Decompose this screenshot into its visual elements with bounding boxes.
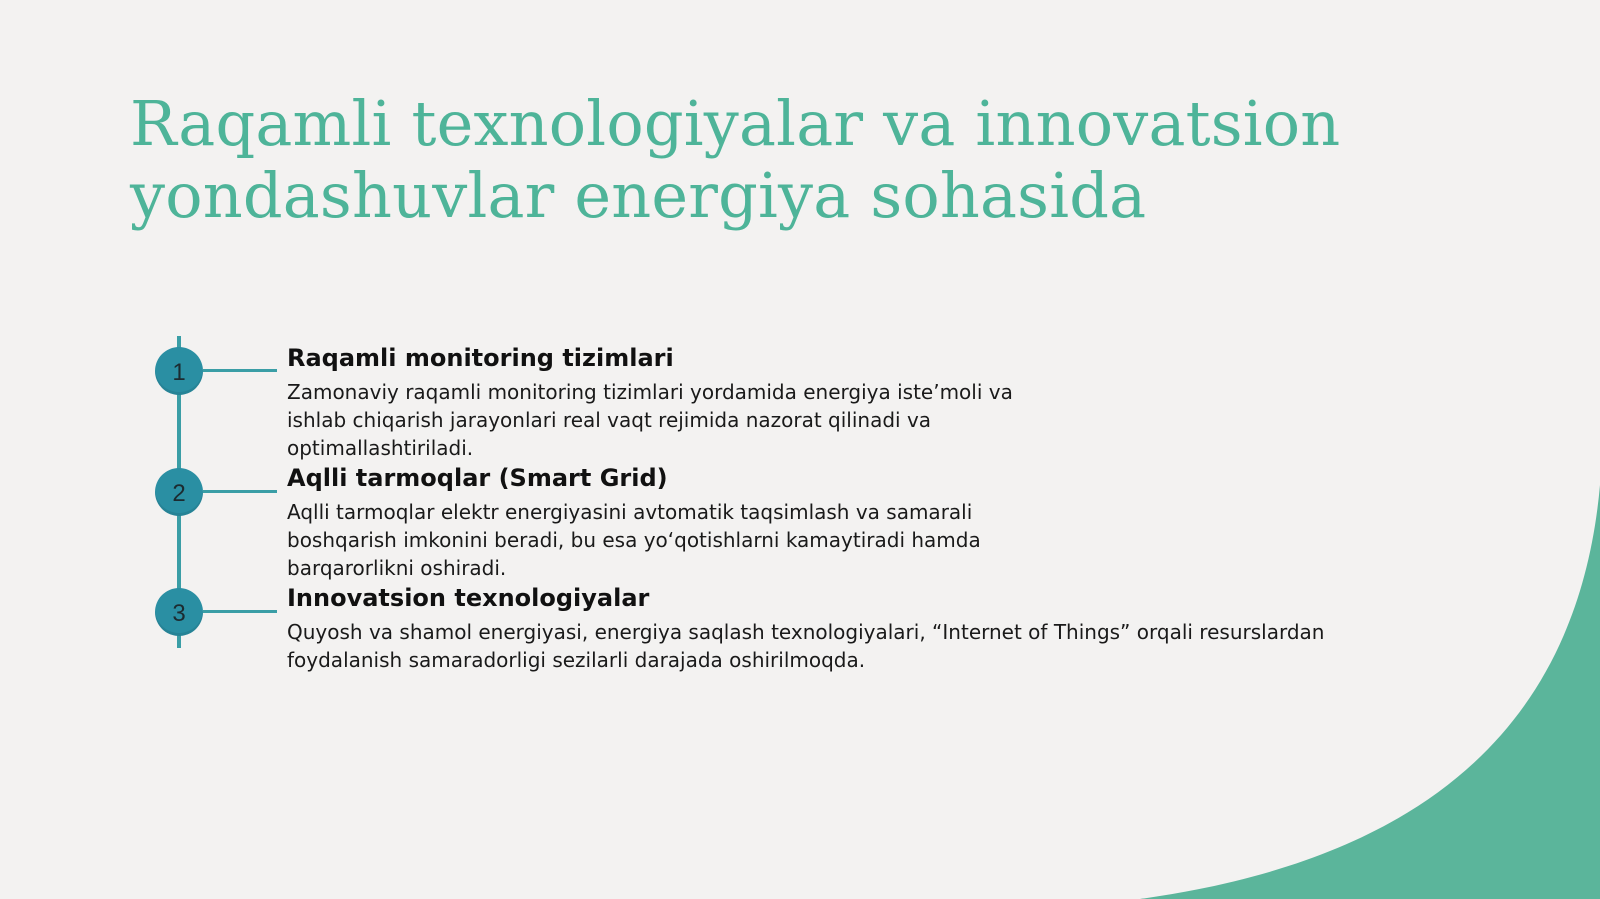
step-heading: Innovatsion texnologiyalar [287, 584, 650, 612]
step-connector [203, 369, 277, 372]
slide-title [130, 88, 1470, 232]
step-description-line: Aqlli tarmoqlar elektr energiyasini avtomatik taqsimlash va samarali [287, 500, 973, 524]
step-description-line: optimallashtiriladi. [287, 436, 474, 460]
step-description [287, 618, 1324, 674]
step-description-line: ishlab chiqarish jarayonlari real vaqt rejimida nazorat qilinadi va [287, 408, 932, 432]
title-line-1: Raqamli texnologiyalar va innovatsion [130, 87, 1341, 160]
step-connector [203, 610, 277, 613]
step-number-badge [155, 468, 203, 516]
step-heading: Raqamli monitoring tizimlari [287, 344, 674, 372]
step-description [287, 498, 981, 582]
corner-shape-fill [1140, 485, 1600, 899]
step-heading: Aqlli tarmoqlar (Smart Grid) [287, 464, 668, 492]
step-description-line: Zamonaviy raqamli monitoring tizimlari yordamida energiya iste’moli va [287, 380, 1013, 404]
step-description-line: Quyosh va shamol energiyasi, energiya saqlash texnologiyalari, “Internet of Things” orqali resurslardan [287, 620, 1325, 644]
step-number: 3 [172, 600, 186, 627]
step-number-badge [155, 588, 203, 636]
title-line-2: yondashuvlar energiya sohasida [130, 159, 1147, 232]
step-description-line: foydalanish samaradorligi sezilarli darajada oshirilmoqda. [287, 648, 866, 672]
step-description-line: boshqarish imkonini beradi, bu esa yo‘qotishlarni kamaytiradi hamda [287, 528, 981, 552]
step-number: 1 [172, 359, 186, 386]
step-description [287, 378, 1013, 462]
step-number: 2 [172, 480, 186, 507]
step-number-badge [155, 347, 203, 395]
step-description-line: barqarorlikni oshiradi. [287, 556, 507, 580]
step-connector [203, 490, 277, 493]
